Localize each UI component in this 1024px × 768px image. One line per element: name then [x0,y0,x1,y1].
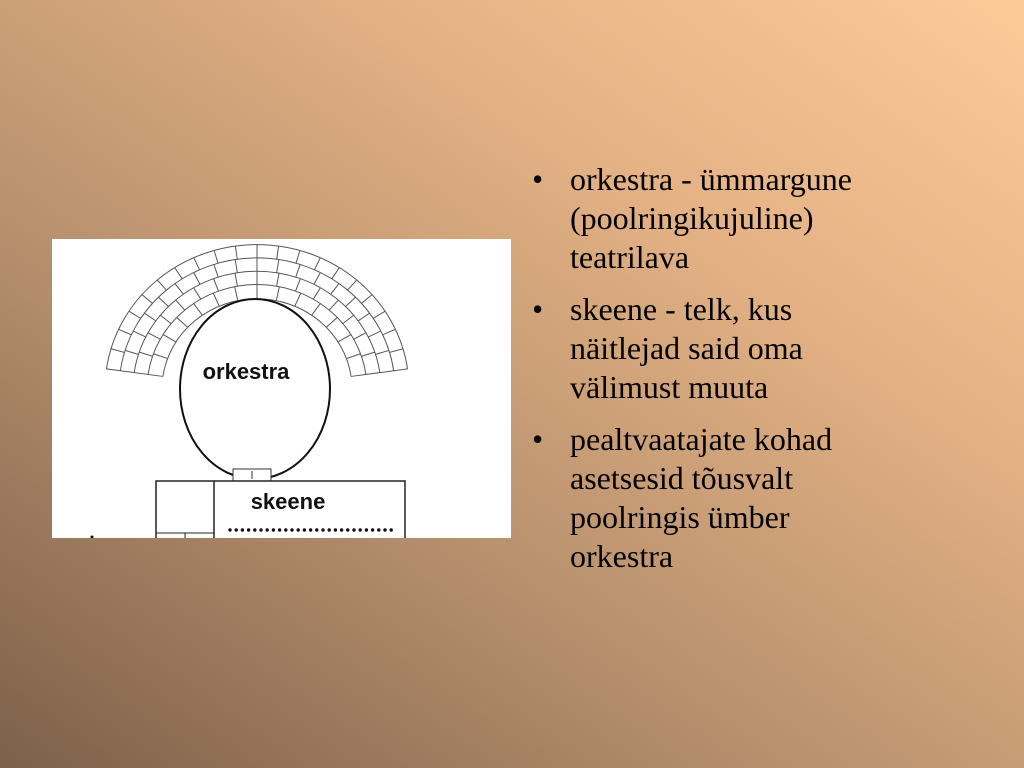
colonnade-column [259,528,262,531]
seating-division [332,268,340,279]
colonnade-column [266,528,269,531]
seating-division [119,329,132,334]
colonnade-column [321,528,324,531]
bullet-text: orkestra - ümmargune (poolringikujuline) teatrilava [570,161,852,275]
seating-division [296,279,301,291]
colonnade-column [303,528,306,531]
colonnade-column [365,528,368,531]
seating-division [296,264,300,277]
seating-division [329,300,338,310]
seating-division [373,311,385,318]
colonnade-column [346,528,349,531]
seating-division [313,288,320,299]
bullet-item [530,420,970,576]
colonnade-column [340,528,343,531]
seating-division [314,273,320,285]
seating-division [295,293,301,306]
colonnade-column [290,528,293,531]
seating-division [148,333,160,339]
seating-division [214,279,219,291]
seating-division [163,335,176,342]
colonnade-column [247,528,250,531]
seating-division [235,260,237,273]
colonnade-column [383,528,386,531]
colonnade-column [328,528,331,531]
colonnade-column [241,528,244,531]
seating-division [144,313,155,321]
colonnade-column [377,528,380,531]
seating-division [194,258,200,270]
seating-division [277,273,279,286]
seating-division [338,335,351,342]
seating-division [129,311,141,318]
seating-division [376,350,389,354]
colonnade-column [284,528,287,531]
colonnade-column [371,528,374,531]
seating-division [175,284,183,295]
bullet-list [530,160,970,589]
seating-division [153,354,167,359]
seating-division [194,273,200,285]
bullet-marker: • [532,421,544,457]
seating-division [277,246,279,259]
bullet-marker: • [532,291,544,327]
seating-division [214,250,218,263]
colonnade-column [334,528,337,531]
seating-division [343,315,354,323]
colonnade-column [297,528,300,531]
theatre-plan-drawing [52,239,511,538]
seating-division [383,329,396,334]
seating-division [235,287,238,301]
corner-dot [91,536,94,539]
seating-division [176,300,185,310]
seating-division [348,280,357,290]
seating-division [177,318,188,328]
seating-division [133,331,146,337]
theatron-seating [106,245,407,377]
seating-division [158,297,168,306]
seating-division [368,331,381,337]
colonnade-column [272,528,275,531]
seating-division [354,333,366,339]
seating-division [139,352,152,356]
bullet-item [530,290,970,407]
skene-label: skeene [250,489,326,514]
greek-theatre-diagram [52,239,511,538]
seating-division [175,268,183,279]
colonnade-column [390,528,393,531]
colonnade-column [352,528,355,531]
seating-division [346,354,360,359]
seating-division [276,287,279,301]
seating-division [358,313,369,321]
seating-division [361,295,372,304]
seating-division [314,258,320,270]
seating-division [312,304,321,316]
seating-division [346,297,356,306]
bullet-item [530,160,970,277]
seating-division [235,246,237,259]
seating-division [142,295,153,304]
colonnade-column [309,528,312,531]
colonnade-column [278,528,281,531]
seating-division [160,315,171,323]
seating-division [235,273,237,286]
colonnade-column [315,528,318,531]
colonnade-column [359,528,362,531]
orchestra-label: orkestra [202,359,290,384]
orchestra-circle [180,299,330,479]
seating-division [111,349,124,353]
seating-division [157,280,166,290]
seating-division [331,284,339,295]
colonnade-column [228,528,231,531]
seating-division [125,350,138,354]
bullet-text: skeene - telk, kus näitlejad said oma välimust muuta [570,291,803,405]
bullet-text: pealtvaatajate kohad asetsesid tõusvalt poolringis ümber orkestra [570,421,833,574]
seating-division [296,250,300,263]
seating-division [277,260,279,273]
seating-division [213,293,219,306]
colonnade-column [253,528,256,531]
seating-division [326,318,337,328]
bullet-marker: • [532,161,544,197]
colonnade-column [235,528,238,531]
seating-division [214,264,218,277]
seating-division [194,288,201,299]
seating-division [194,304,203,316]
seating-division [361,352,374,356]
seating-division [390,349,403,353]
